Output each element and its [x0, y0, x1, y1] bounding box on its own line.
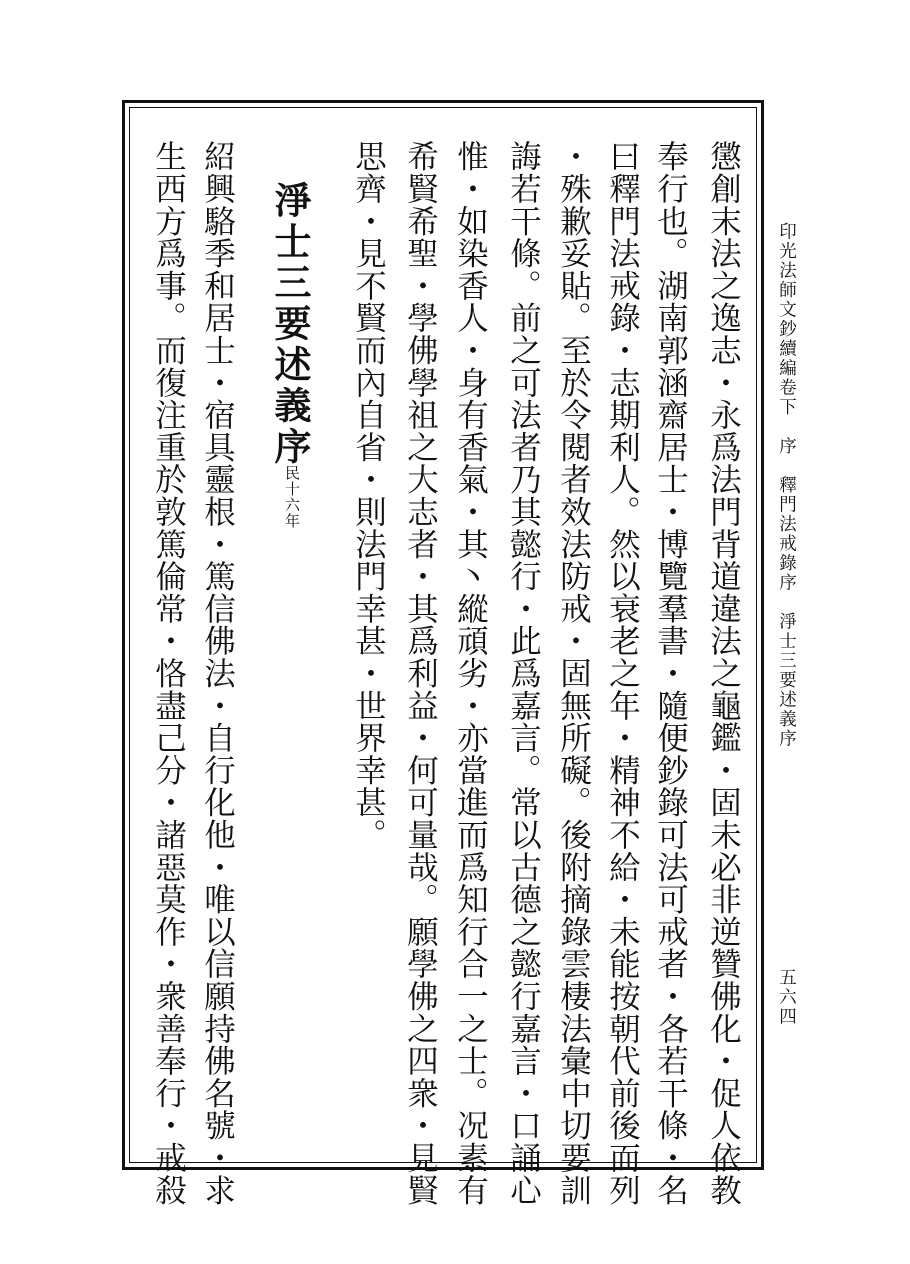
- text-column: 奉行也。湖南郭涵齋居士・博覽羣書・隨便鈔錄可法可戒者・各若干條・名: [652, 140, 689, 1206]
- text-column: 紹興駱季和居士・宿具靈根・篤信佛法・自行化他・唯以信願持佛名號・求: [199, 140, 236, 1206]
- running-header: 印光法師文鈔續編卷下 序 釋門法戒錄序 淨士三要述義序: [776, 222, 797, 749]
- text-column: 曰釋門法戒錄・志期利人。然以衰老之年・精神不給・未能按朝代前後而列: [604, 140, 641, 1206]
- text-column: 思齊・見不賢而內自省・則法門幸甚・世界幸甚。: [350, 140, 387, 851]
- text-column: 希賢希聖・學佛學祖之大志者・其爲利益・何可量哉。願學佛之四衆・見賢: [402, 140, 439, 1206]
- text-column: 惟・如染香人・身有香氣・其丶縱頑劣・亦當進而爲知行合一之士。况素有: [452, 140, 489, 1206]
- text-column: ・殊歉妥貼。至於令閱者效法防戒・固無所礙。後附摘錄雲棲法彙中切要訓: [555, 140, 592, 1206]
- section-date: 民十六年: [283, 465, 301, 529]
- section-title: 淨士三要述義序: [268, 181, 312, 468]
- text-column: 誨若干條。前之可法者乃其懿行・此爲嘉言。常以古德之懿行嘉言・口誦心: [505, 140, 542, 1206]
- text-column: 生西方爲事。而復注重於敦篤倫常・恪盡己分・諸惡莫作・衆善奉行・戒殺: [150, 140, 187, 1206]
- page-number: 五六四: [776, 968, 797, 1027]
- text-column: 懲創末法之逸志・永爲法門背道違法之龜鑑・固未必非逆贊佛化・促人依教: [705, 140, 742, 1206]
